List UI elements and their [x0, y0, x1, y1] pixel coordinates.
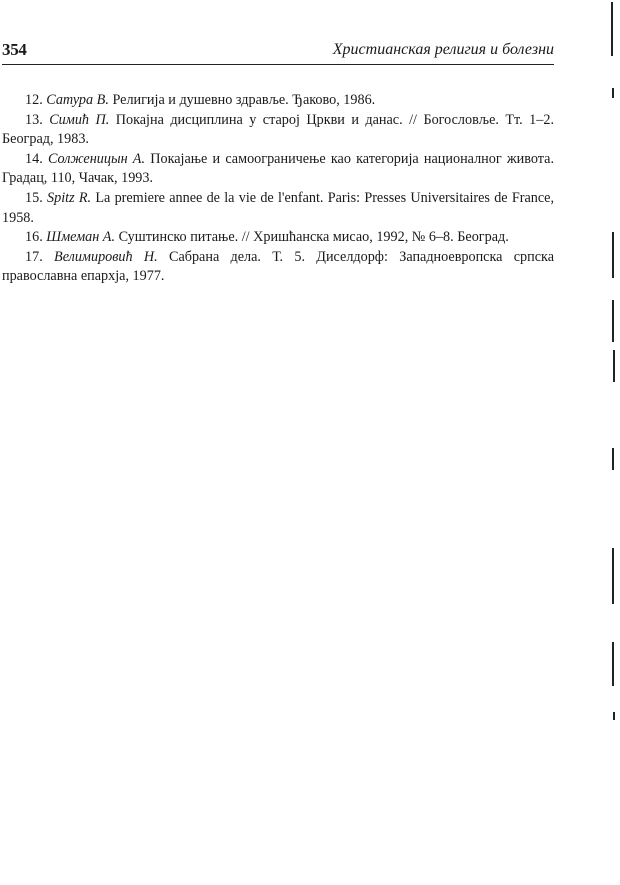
- reference-text: La premiere annee de la vie de l'enfant. Paris: Presses Universitaires de France, 1958.: [2, 189, 555, 226]
- scan-edge-mark: [612, 642, 614, 686]
- reference-text: Сабрана дела. Т. 5. Диселдорф: Западноевропска српска православна епархја, 1977.: [2, 248, 555, 285]
- reference-item: [2, 228, 554, 248]
- scan-edge-mark: [613, 350, 615, 382]
- reference-author: Солженицын А.: [47, 150, 146, 167]
- reference-number: 16.: [25, 229, 43, 246]
- reference-number: 13.: [25, 111, 43, 128]
- scan-edge-mark: [613, 712, 615, 720]
- reference-author: Шмеман А.: [46, 229, 116, 246]
- reference-text: Покајање и самоограничење као категорија националног живота. Градац, 110, Чачак, 1993.: [2, 150, 554, 187]
- scan-edge-mark: [612, 88, 614, 98]
- reference-author: Spitz R.: [47, 189, 92, 206]
- reference-item: [2, 150, 554, 189]
- running-title: Христианская религия и болезни: [332, 41, 554, 58]
- reference-number: 14.: [25, 150, 43, 167]
- reference-item: [2, 111, 554, 150]
- scan-edge-mark: [612, 548, 614, 604]
- reference-item: [2, 189, 554, 228]
- reference-text: Суштинско питање. // Хришћанска мисао, 1992, № 6–8. Београд.: [118, 229, 509, 246]
- scan-edge-mark: [611, 2, 613, 56]
- scan-edge-mark: [612, 232, 614, 278]
- reference-author: Симић П.: [49, 111, 110, 128]
- header-rule: [2, 64, 554, 65]
- reference-item: [2, 248, 554, 287]
- reference-author: Сатура В.: [46, 92, 109, 108]
- scan-edge-mark: [612, 300, 614, 342]
- reference-number: 15.: [25, 189, 43, 206]
- reference-number: 12.: [25, 92, 43, 108]
- scan-edge-mark: [612, 448, 614, 470]
- page-header: [2, 40, 554, 66]
- reference-item: [2, 91, 554, 111]
- reference-text: Религија и душевно здравље. Ђаково, 1986.: [112, 92, 376, 108]
- page-number: 354: [2, 40, 27, 59]
- reference-list: [2, 91, 554, 287]
- reference-author: Велимировић Н.: [54, 248, 158, 265]
- reference-text: Покајна дисциплина у старој Цркви и данас. // Богословље. Тт. 1–2. Београд, 1983.: [2, 111, 555, 148]
- reference-number: 17.: [25, 248, 43, 265]
